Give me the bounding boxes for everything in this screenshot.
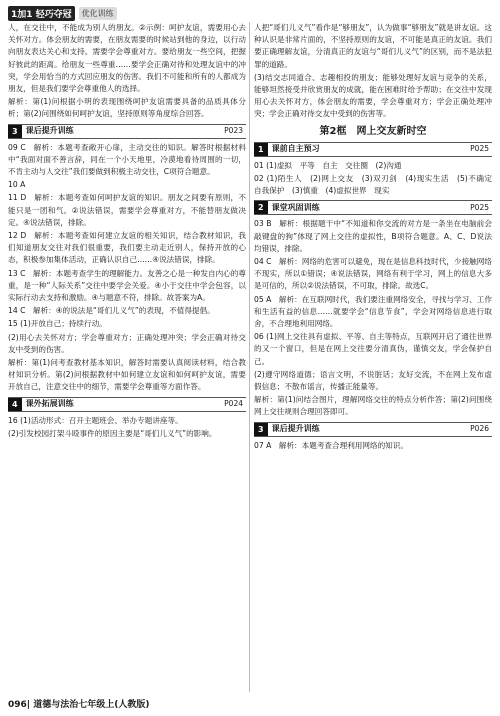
answer-paragraph: 06 (1)网上交往具有虚拟、平等、自主等特点，互联网开启了通往世界的又一个窗口，但是在网上交往要分清真伪，谨慎交友，学会保护自己。 xyxy=(254,332,492,366)
column-divider xyxy=(249,22,250,692)
section-number: 3 xyxy=(8,125,22,138)
section-title: 课后提升训练 xyxy=(25,126,74,136)
section-page: P023 xyxy=(224,126,243,136)
right-column xyxy=(254,22,500,453)
left-column xyxy=(8,22,246,441)
section-page: P025 xyxy=(470,144,489,154)
section-number: 4 xyxy=(8,398,22,411)
answer-paragraph: 01 (1)虚拟 平等 自主 交往圈 (2)沟通 xyxy=(254,160,402,170)
answer-paragraph: 05 A 解析：在互联网时代，我们要注重网络安全，寻找与学习、工作和生活有益的信息……就要学会“信息节食”，学会对网络信息进行取舍，不合理地利用网络。 xyxy=(254,294,492,329)
answer-paragraph: 11 D 解析：本题考查如何呵护友谊的知识。朋友之间要有原则，不能只是一团和气。②说法错误，需要学会尊重对方，不能替朋友做决定。④说法错误，排除。 xyxy=(8,193,246,227)
answer-paragraph: 04 C 解析：网络的危害可以避免，现在是信息科技时代，少接触网络不现实，所以①错误；④说法错误，网络有利于学习，网上的信息大多是可信的，所以②说法错误，不可取，排除。故选C。 xyxy=(254,257,492,291)
section-number: 1 xyxy=(254,143,268,156)
section-bar xyxy=(254,422,492,437)
answer-paragraph: 09 C 解析：本题考查敞开心扉，主动交往的知识。解答时根据材料中“我面对面不善言辞，同在一个小天地里，冷漠地看待周围的一切，不肯主动与人交往”我们要做到积极主动交往，C项符合题意。 xyxy=(8,142,246,177)
answer-paragraph: 15 (1)开放自己；持续行动。 xyxy=(8,319,107,329)
answer-paragraph: 人把“哥们儿义气”看作是“够朋友”，认为做事“够朋友”就是讲友谊。这种认识是非常片面的，不坚持原则的友谊，不可能是真正的友谊。我们要正确理解友谊，分清真正的友谊与“哥们儿义气”的区别，而不是法犯罪的道路。 xyxy=(254,23,492,69)
answer-paragraph: 解析：第(1)问考查教材基本知识，解答时需要认真阅读材料，结合教材知识分析。第(2)问根据教材中如何建立友谊和如何呵护友谊，需要开放自己，注意交往中的细节，需要学会尊重等方面作答。 xyxy=(8,358,246,392)
answer-paragraph: 14 C 解析：④的说法是“哥们儿义气”的表现，不值得提倡。 xyxy=(8,306,215,316)
section-number: 2 xyxy=(254,201,268,214)
page-header xyxy=(8,6,117,20)
section-bar xyxy=(8,124,246,139)
answer-paragraph: 12 D 解析：本题考查如何建立友谊的相关知识，结合教材知识，我们知道朋友交往对我们很重要，我们要主动走近别人，保持开放的心态，积极参加集体活动，正确认识自己……④说法错误，排除。 xyxy=(8,231,246,265)
lesson-title: 第2框 网上交友新时空 xyxy=(319,125,427,137)
answer-paragraph: 人，在交往中，不能成为别人的朋友。②示例：呵护友谊，需要用心去关怀对方。体会朋友的需要，在朋友需要的时候站到他的身边，以行动向朋友表达关心和支持。需要学会尊重对方。要给朋友一些空间，把握好彼此的距离。给朋友一些尊重……要学会正确对待和处理友谊中的冲突，学会用恰当的方式回应朋友的伤害。我们不可能和所有的人都成为朋友，但是我们要学会尊重他人的选择。 xyxy=(8,23,246,94)
section-title: 课堂巩固训练 xyxy=(271,202,320,212)
brand-logo: 1加1 轻巧夺冠 xyxy=(8,6,75,21)
answer-paragraph: 解析：第(1)问根据小明的表现围绕呵护友谊需要具备的品质具体分析；第(2)问围绕如何呵护友谊，坚持原则等角度综合回答。 xyxy=(8,97,246,119)
answer-paragraph: 16 (1)活动形式：召开主题班会、举办专题讲座等。 xyxy=(8,415,183,425)
answer-paragraph: (3)结交志同道合、志趣相投的朋友；能够处理好友谊与竞争的关系，能够坦然接受并欣赏朋友的成就，能在困难时给予帮助；在交往中发现用心去关怀对方，体会朋友的需要，学会尊重对方；学会正确处理冲突；学会正确对待交友中受到的伤害等。 xyxy=(254,72,492,119)
header-tag: 优化训练 xyxy=(79,7,117,20)
page-footer: 096| 道德与法治七年级上(人教版) xyxy=(8,700,150,710)
section-title: 课前自主预习 xyxy=(271,144,320,154)
section-title: 课后提升训练 xyxy=(271,424,320,434)
answer-paragraph: 02 (1)陌生人 (2)网上交友 (3)双刃剑 (4)现实生活 (5)不确定 自我保护 (3)慎重 (4)虚拟世界 现实 xyxy=(254,174,500,196)
answer-paragraph: 07 A 解析：本题考查合理利用网络的知识。 xyxy=(254,440,408,450)
section-page: P024 xyxy=(224,399,243,409)
section-bar xyxy=(254,142,492,157)
section-page: P025 xyxy=(470,202,489,212)
section-page: P026 xyxy=(470,424,489,434)
section-title: 课外拓展训练 xyxy=(25,399,74,409)
answer-paragraph: (2)用心去关怀对方；学会尊重对方；正确处理冲突；学会正确对待交友中受到的伤害。 xyxy=(8,332,246,354)
answer-paragraph: 13 C 解析：本题考查学生的理解能力。友善之心是一种发自内心的尊重，是一种“人际关系”交往中要学会关爱。④小于交往中学会包容，以实际行动去支持和激励。④与题意不符，排除。故答案为A。 xyxy=(8,268,246,303)
section-number: 3 xyxy=(254,423,268,436)
section-bar xyxy=(254,200,492,215)
answer-paragraph: 10 A xyxy=(8,180,26,190)
answer-paragraph: (2)引发校园打架斗殴事件的原因主要是“哥们儿义气”的影响。 xyxy=(8,428,217,438)
answer-paragraph: (2)遵守网络道德；语言文明，不说脏话；友好交流，不在网上发布虚假信息；不散布谣言，传播正能量等。 xyxy=(254,369,492,392)
answer-paragraph: 03 B 解析：根据题干中“不知道和你交流的对方是一条坐在电脑前会敲键盘的狗”体现了网上交往的虚拟性，B项符合题意。A、C、D说法均错误，排除。 xyxy=(254,219,492,253)
answer-paragraph: 解析：第(1)问结合图片，理解网络交往的特点分析作答；第(2)问围绕网上交往规则合理回答即可。 xyxy=(254,395,492,417)
section-bar xyxy=(8,397,246,412)
